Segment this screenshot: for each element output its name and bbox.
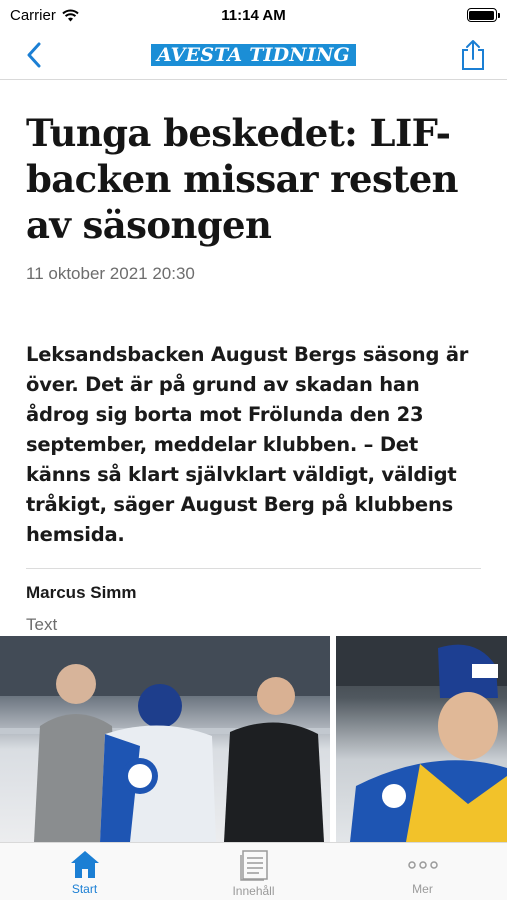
nav-bar: [0, 30, 507, 80]
article-date: 11 oktober 2021 20:30: [26, 264, 195, 283]
chevron-left-icon: [26, 42, 42, 68]
tab-more[interactable]: [338, 843, 507, 900]
author-name: Marcus Simm: [26, 583, 137, 602]
back-button[interactable]: [14, 35, 54, 75]
more-dots-icon: [405, 849, 441, 879]
carrier-label: Carrier: [10, 6, 56, 24]
tab-start[interactable]: [0, 843, 169, 900]
article-photo-1[interactable]: [0, 636, 330, 842]
article-photo-2[interactable]: [336, 636, 507, 842]
article: [0, 80, 507, 635]
tab-more-label: Mer: [412, 882, 433, 896]
tab-content-label: Innehåll: [232, 884, 275, 898]
home-icon: [69, 849, 101, 879]
share-button[interactable]: [453, 35, 493, 75]
tab-start-label: Start: [71, 882, 98, 896]
photo-gallery[interactable]: [0, 636, 507, 842]
author-role: Text: [26, 615, 58, 634]
wifi-icon: [62, 9, 79, 22]
photo-illustration-1: [0, 636, 330, 842]
tab-bar: [0, 842, 507, 900]
status-time: 11:14 AM: [221, 6, 286, 24]
status-bar: [0, 0, 507, 30]
document-icon: [239, 849, 269, 881]
share-icon: [460, 39, 486, 71]
article-headline: Tunga beskedet: LIF-backen missar resten av säsongen: [26, 111, 458, 247]
photo-illustration-2: [336, 636, 507, 842]
tab-content[interactable]: [169, 843, 338, 900]
status-left: [10, 7, 170, 24]
publication-logo: AVESTA TIDNING: [151, 44, 356, 66]
article-lead: Leksandsbacken August Bergs säsong är över. Det är på grund av skadan han ådrog sig borta mot Frölunda den 23 september, meddelar klubben. – Det känns så klart självklart väldigt, väldigt tråkigt, säger August Berg på klubbens hemsida.: [26, 343, 469, 546]
battery-icon: [467, 8, 497, 22]
status-right: [337, 8, 497, 22]
